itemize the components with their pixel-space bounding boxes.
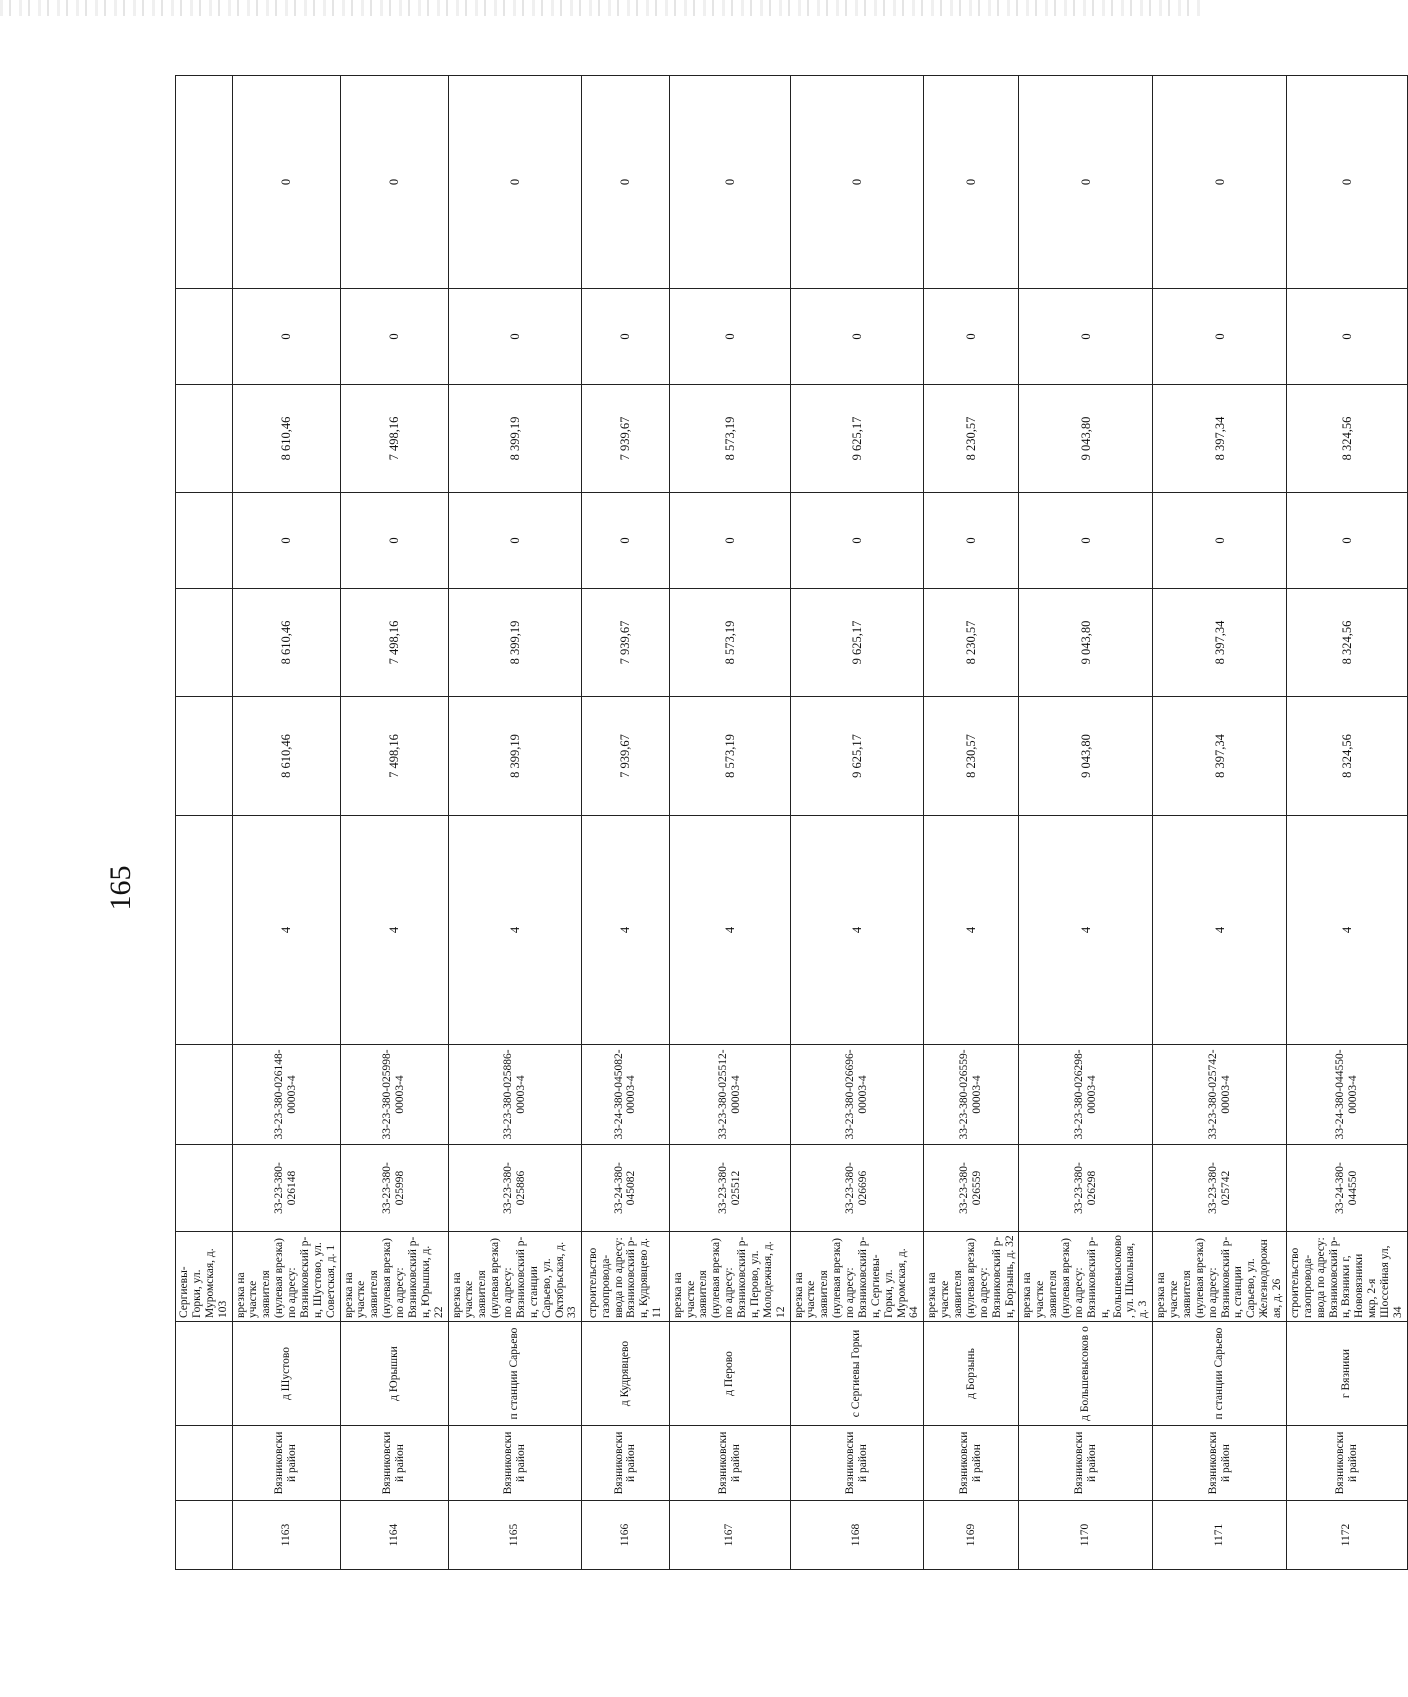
category-cell: 4 xyxy=(924,816,1019,1045)
row-number: 1172 xyxy=(1286,1501,1407,1570)
application-number: 33-23-380-026559 xyxy=(924,1145,1019,1232)
table-row xyxy=(448,76,582,1570)
table-row xyxy=(340,76,448,1570)
carryover-address: Сергиевы-Горки, ул. Муромская, д. 103 xyxy=(176,1232,233,1322)
amount-total: 9 043,80 xyxy=(1019,697,1153,816)
work-description: врезка на участке заявителя (нулевая врезка) по адресу: Вязниковский р-н, Большевысоково, ул. Школьная, д. 3 xyxy=(1019,1232,1153,1322)
amount-col-5: 0 xyxy=(1286,76,1407,289)
amount-col-2: 0 xyxy=(582,493,669,589)
work-description: врезка на участке заявителя (нулевая врезка) по адресу: Вязниковский р-н, станции Сарьево, ул. Октябрьская, д. 33 xyxy=(448,1232,582,1322)
work-description: врезка на участке заявителя (нулевая врезка) по адресу: Вязниковский р-н, Перово, ул. Молодежная, д. 12 xyxy=(669,1232,790,1322)
category-cell: 4 xyxy=(790,816,924,1045)
locality-cell: г Вязники xyxy=(1286,1322,1407,1426)
row-number: 1164 xyxy=(340,1501,448,1570)
work-description: врезка на участке заявителя (нулевая врезка) по адресу: Вязниковский р-н, Борзынь, д. 32 xyxy=(924,1232,1019,1322)
table-row xyxy=(790,76,924,1570)
amount-col-4: 0 xyxy=(232,289,340,385)
amount-col-1: 8 230,57 xyxy=(924,589,1019,697)
table-row xyxy=(1286,76,1407,1570)
amount-col-3: 8 324,56 xyxy=(1286,385,1407,493)
amount-col-1: 8 397,34 xyxy=(1153,589,1287,697)
work-description: врезка на участке заявителя (нулевая врезка) по адресу: Вязниковский р-н, Шустово, ул. Советская, д. 1 xyxy=(232,1232,340,1322)
table-row xyxy=(1153,76,1287,1570)
amount-col-5: 0 xyxy=(790,76,924,289)
application-number: 33-23-380-025512 xyxy=(669,1145,790,1232)
amount-col-4: 0 xyxy=(582,289,669,385)
application-number: 33-23-380-026148 xyxy=(232,1145,340,1232)
amount-col-5: 0 xyxy=(582,76,669,289)
district-cell: Вязниковски й район xyxy=(232,1426,340,1501)
application-number: 33-24-380-044550 xyxy=(1286,1145,1407,1232)
category-cell: 4 xyxy=(1019,816,1153,1045)
contract-number: 33-23-380-026148-00003-4 xyxy=(232,1045,340,1145)
register-table-rotated xyxy=(175,76,1404,1570)
amount-col-1: 7 939,67 xyxy=(582,589,669,697)
contract-number: 33-23-380-026559-00003-4 xyxy=(924,1045,1019,1145)
locality-cell: с Сергиевы Горки xyxy=(790,1322,924,1426)
locality-cell: д Шустово xyxy=(232,1322,340,1426)
locality-cell: д Перово xyxy=(669,1322,790,1426)
amount-col-2: 0 xyxy=(448,493,582,589)
category-cell: 4 xyxy=(448,816,582,1045)
contract-number: 33-23-380-025512-00003-4 xyxy=(669,1045,790,1145)
category-cell: 4 xyxy=(340,816,448,1045)
contract-number: 33-23-380-026298-00003-4 xyxy=(1019,1045,1153,1145)
amount-col-4: 0 xyxy=(1153,289,1287,385)
amount-total: 8 324,56 xyxy=(1286,697,1407,816)
district-cell: Вязниковски й район xyxy=(790,1426,924,1501)
amount-col-4: 0 xyxy=(340,289,448,385)
category-cell: 4 xyxy=(232,816,340,1045)
amount-col-1: 8 610,46 xyxy=(232,589,340,697)
amount-col-4: 0 xyxy=(448,289,582,385)
row-number: 1168 xyxy=(790,1501,924,1570)
amount-total: 7 939,67 xyxy=(582,697,669,816)
amount-col-3: 8 399,19 xyxy=(448,385,582,493)
amount-col-5: 0 xyxy=(1153,76,1287,289)
district-cell: Вязниковски й район xyxy=(1286,1426,1407,1501)
table-row xyxy=(924,76,1019,1570)
work-description: строительство газопровода-ввода по адресу: Вязниковский р-н, Вязники г, Нововязники мкр, 2-я Шоссейная ул, 34 xyxy=(1286,1232,1407,1322)
application-number: 33-24-380-045082 xyxy=(582,1145,669,1232)
locality-cell: д Кудрявцево xyxy=(582,1322,669,1426)
row-number: 1167 xyxy=(669,1501,790,1570)
application-number: 33-23-380-026696 xyxy=(790,1145,924,1232)
amount-col-3: 8 397,34 xyxy=(1153,385,1287,493)
amount-col-3: 8 230,57 xyxy=(924,385,1019,493)
page-number: 165 xyxy=(104,865,137,911)
amount-col-2: 0 xyxy=(924,493,1019,589)
application-number: 33-23-380-025886 xyxy=(448,1145,582,1232)
work-description: врезка на участке заявителя (нулевая врезка) по адресу: Вязниковский р-н, станции Сарьево, ул. Железнодорожная, д. 26 xyxy=(1153,1232,1287,1322)
amount-col-2: 0 xyxy=(669,493,790,589)
amount-col-1: 8 399,19 xyxy=(448,589,582,697)
amount-col-4: 0 xyxy=(1286,289,1407,385)
amount-col-3: 9 625,17 xyxy=(790,385,924,493)
locality-cell: д Юрышки xyxy=(340,1322,448,1426)
district-cell: Вязниковски й район xyxy=(448,1426,582,1501)
amount-col-1: 9 043,80 xyxy=(1019,589,1153,697)
amount-col-3: 8 573,19 xyxy=(669,385,790,493)
district-cell: Вязниковски й район xyxy=(1153,1426,1287,1501)
table-row xyxy=(1019,76,1153,1570)
amount-total: 8 573,19 xyxy=(669,697,790,816)
amount-col-2: 0 xyxy=(1286,493,1407,589)
contract-number: 33-24-380-044550-00003-4 xyxy=(1286,1045,1407,1145)
amount-total: 8 397,34 xyxy=(1153,697,1287,816)
contract-number: 33-23-380-025998-00003-4 xyxy=(340,1045,448,1145)
amount-col-5: 0 xyxy=(448,76,582,289)
row-number: 1163 xyxy=(232,1501,340,1570)
amount-total: 8 230,57 xyxy=(924,697,1019,816)
amount-col-5: 0 xyxy=(924,76,1019,289)
row-number: 1165 xyxy=(448,1501,582,1570)
district-cell: Вязниковски й район xyxy=(669,1426,790,1501)
amount-total: 8 399,19 xyxy=(448,697,582,816)
amount-col-5: 0 xyxy=(340,76,448,289)
district-cell: Вязниковски й район xyxy=(1019,1426,1153,1501)
category-cell: 4 xyxy=(582,816,669,1045)
scan-artifact xyxy=(0,0,1200,16)
locality-cell: д Борзынь xyxy=(924,1322,1019,1426)
amount-col-2: 0 xyxy=(1153,493,1287,589)
amount-col-4: 0 xyxy=(924,289,1019,385)
amount-col-3: 7 939,67 xyxy=(582,385,669,493)
table-body xyxy=(176,76,1408,1570)
amount-col-5: 0 xyxy=(232,76,340,289)
district-cell: Вязниковски й район xyxy=(582,1426,669,1501)
amount-col-3: 7 498,16 xyxy=(340,385,448,493)
work-description: врезка на участке заявителя (нулевая врезка) по адресу: Вязниковский р-н, Сергиевы-Горки, ул. Муромская, д. 64 xyxy=(790,1232,924,1322)
row-number: 1170 xyxy=(1019,1501,1153,1570)
contract-number: 33-24-380-045082-00003-4 xyxy=(582,1045,669,1145)
work-description: врезка на участке заявителя (нулевая врезка) по адресу: Вязниковский р-н, Юрышки, д. 22 xyxy=(340,1232,448,1322)
table-row xyxy=(232,76,340,1570)
amount-total: 8 610,46 xyxy=(232,697,340,816)
amount-col-2: 0 xyxy=(790,493,924,589)
row-number: 1169 xyxy=(924,1501,1019,1570)
contract-number: 33-23-380-025886-00003-4 xyxy=(448,1045,582,1145)
amount-col-1: 8 324,56 xyxy=(1286,589,1407,697)
amount-col-4: 0 xyxy=(669,289,790,385)
application-number: 33-23-380-025742 xyxy=(1153,1145,1287,1232)
amount-total: 9 625,17 xyxy=(790,697,924,816)
amount-col-2: 0 xyxy=(1019,493,1153,589)
category-cell: 4 xyxy=(1153,816,1287,1045)
application-number: 33-23-380-025998 xyxy=(340,1145,448,1232)
locality-cell: д Большевысоков о xyxy=(1019,1322,1153,1426)
amount-col-1: 7 498,16 xyxy=(340,589,448,697)
row-number: 1166 xyxy=(582,1501,669,1570)
amount-col-3: 9 043,80 xyxy=(1019,385,1153,493)
category-cell: 4 xyxy=(669,816,790,1045)
district-cell: Вязниковски й район xyxy=(924,1426,1019,1501)
amount-col-5: 0 xyxy=(1019,76,1153,289)
table-row xyxy=(582,76,669,1570)
table-row xyxy=(669,76,790,1570)
locality-cell: п станции Сарьево xyxy=(1153,1322,1287,1426)
amount-col-2: 0 xyxy=(232,493,340,589)
carryover-row xyxy=(176,76,233,1570)
district-cell: Вязниковски й район xyxy=(340,1426,448,1501)
locality-cell: п станции Сарьево xyxy=(448,1322,582,1426)
amount-col-4: 0 xyxy=(1019,289,1153,385)
category-cell: 4 xyxy=(1286,816,1407,1045)
amount-total: 7 498,16 xyxy=(340,697,448,816)
contract-number: 33-23-380-025742-00003-4 xyxy=(1153,1045,1287,1145)
amount-col-1: 9 625,17 xyxy=(790,589,924,697)
amount-col-4: 0 xyxy=(790,289,924,385)
application-number: 33-23-380-026298 xyxy=(1019,1145,1153,1232)
work-description: строительство газопровода-ввода по адресу: Вязниковский р-н, Кудрявцево д. 11 xyxy=(582,1232,669,1322)
amount-col-5: 0 xyxy=(669,76,790,289)
amount-col-1: 8 573,19 xyxy=(669,589,790,697)
amount-col-3: 8 610,46 xyxy=(232,385,340,493)
contract-number: 33-23-380-026696-00003-4 xyxy=(790,1045,924,1145)
amount-col-2: 0 xyxy=(340,493,448,589)
register-table xyxy=(175,75,1408,1570)
row-number: 1171 xyxy=(1153,1501,1287,1570)
